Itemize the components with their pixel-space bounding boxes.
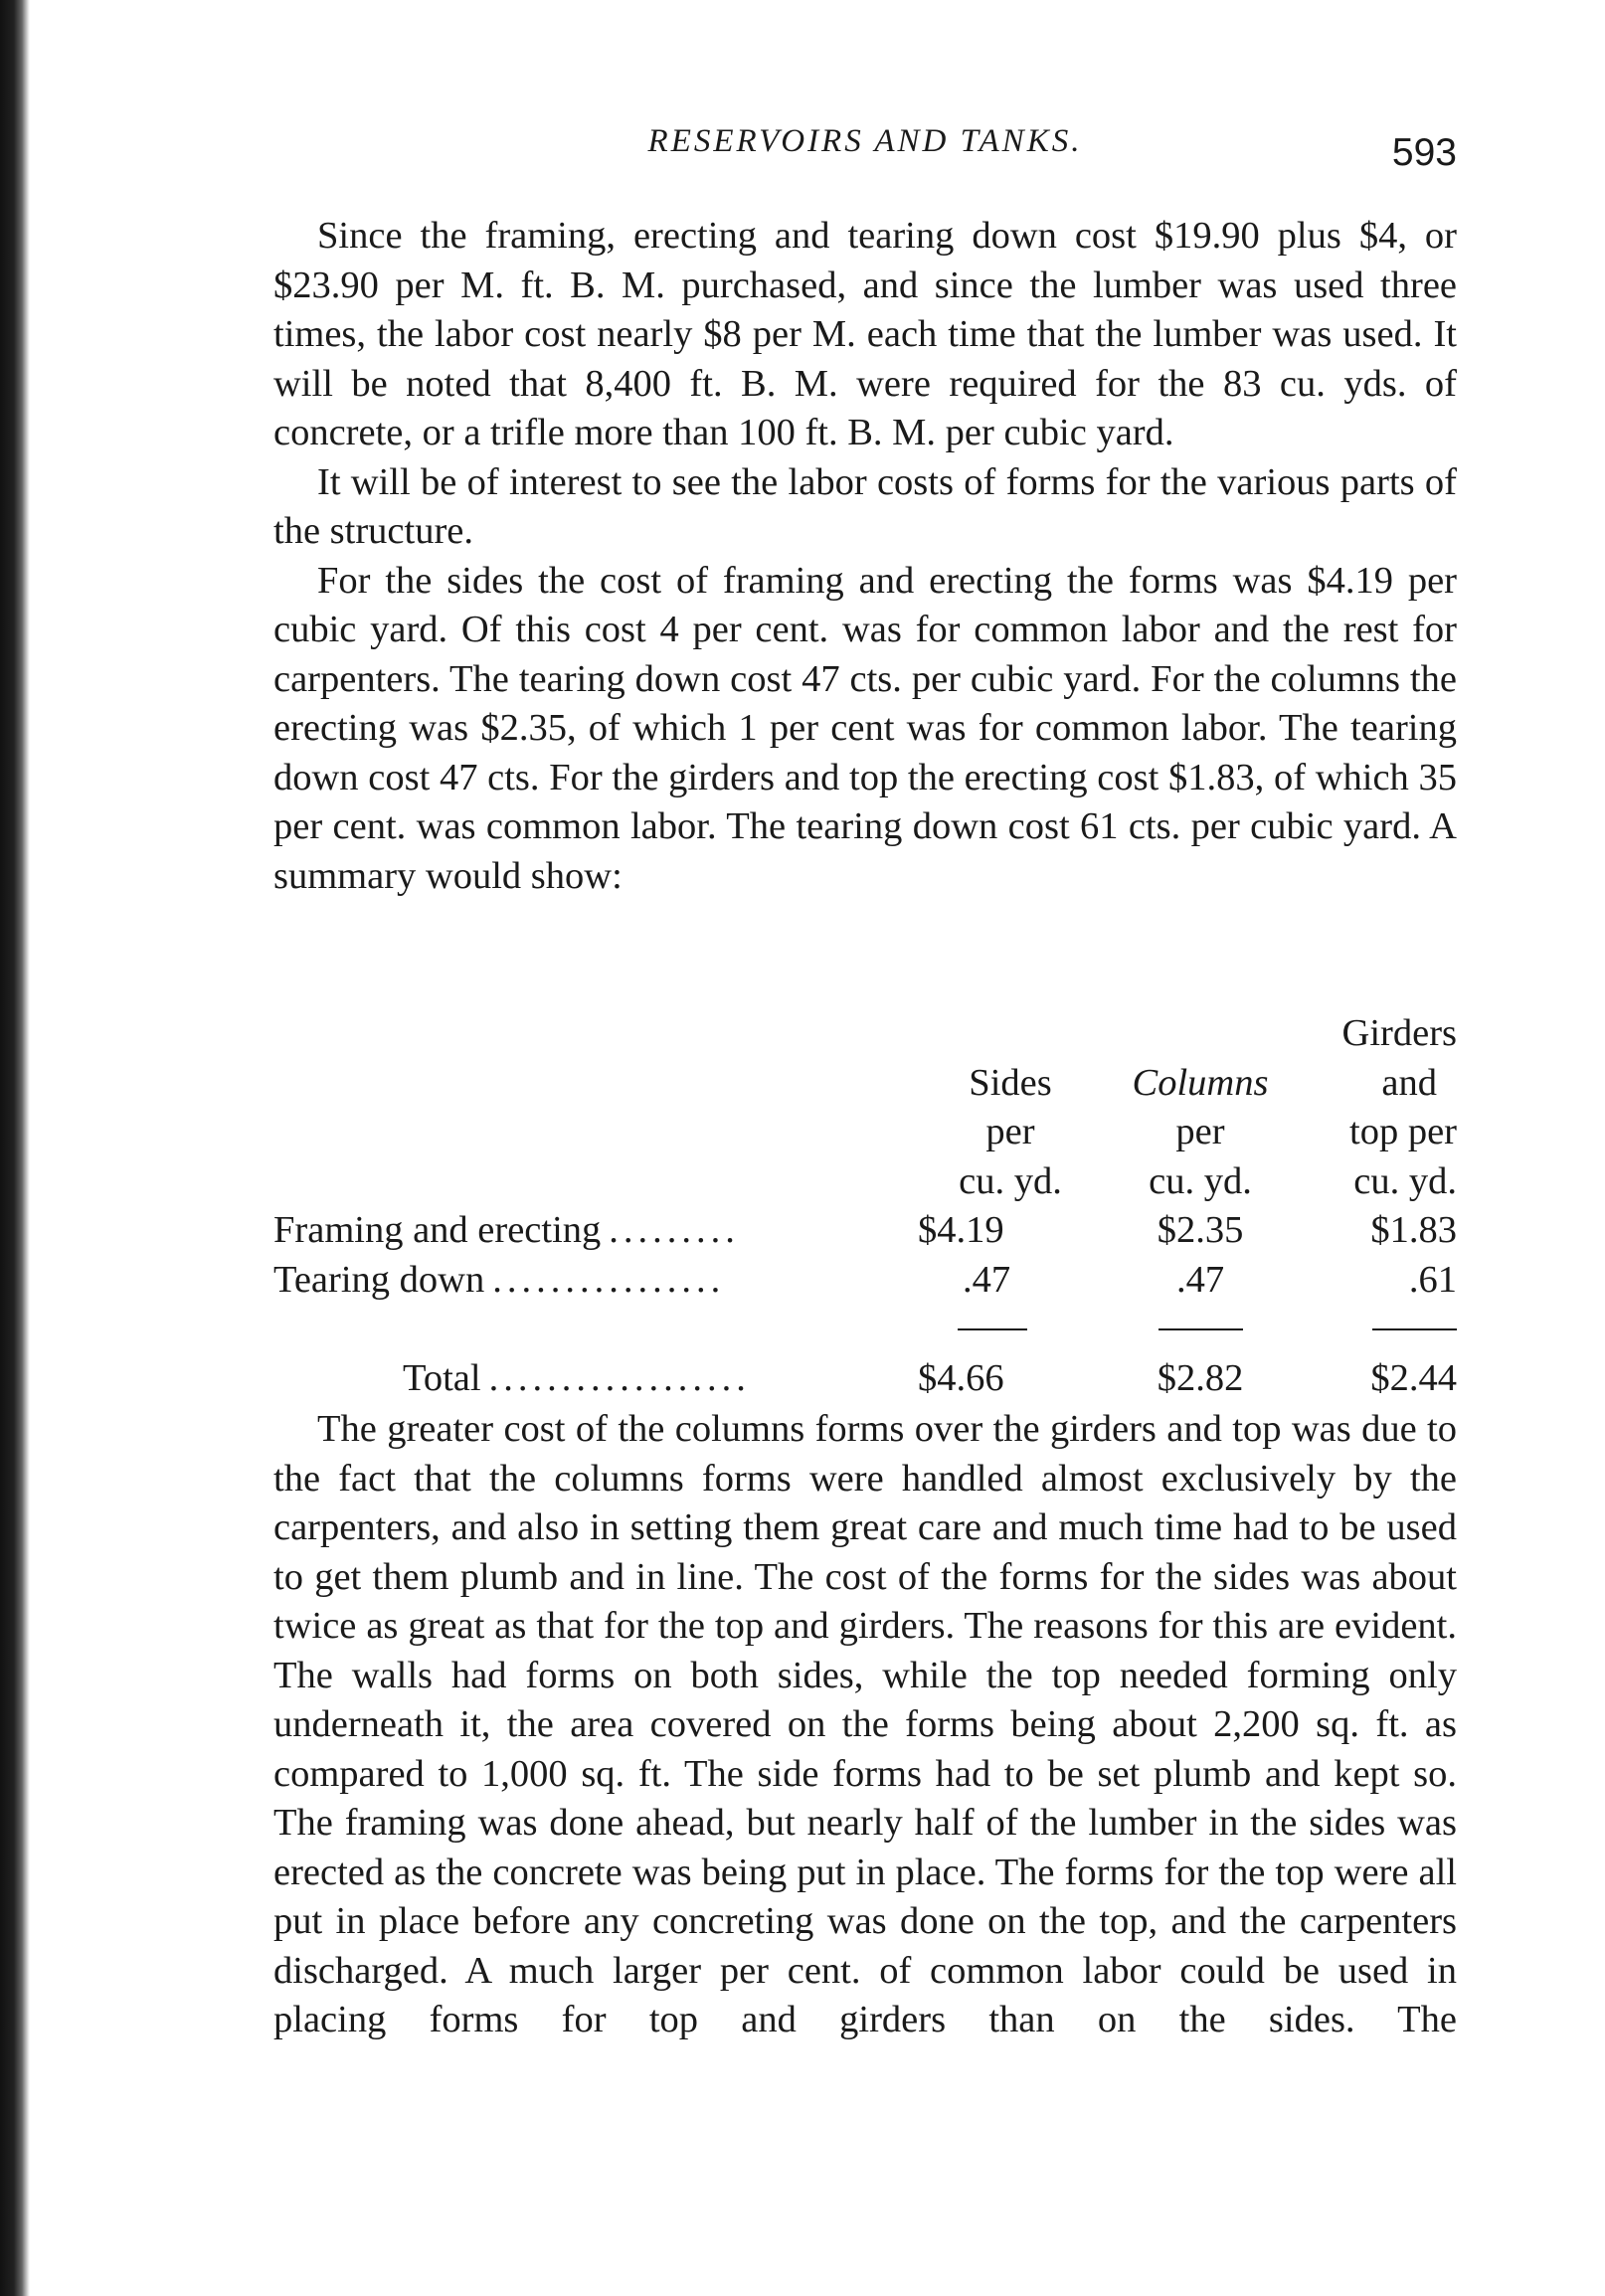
- paragraph-4: The greater cost of the columns forms over the girders and top was due to the fact that the columns forms were handled almost exclusively by the carpenters, and also in setting them great care and much time had to be used to get them plumb and in line. The cost of the forms for the sides was about twice as great as that for the top and girders. The reasons for this are evident. The walls had forms on both sides, while the top needed forming only underneath it, the area covered on the forms being about 2,200 sq. ft. as compared to 1,000 sq. ft. The side forms had to be set plumb and kept so. The framing was done ahead, but nearly half of the lumber in the sides was erected as the concrete was being put in place. The forms for the top were all put in place before any concreting was done on the top, and the carpenters discharged. A much larger per cent. of common labor could be used in placing forms for top and girders than on the sides. The: [273, 1408, 1457, 2040]
- paragraph-2: It will be of interest to see the labor costs of forms for the various parts of the structure.: [273, 460, 1457, 552]
- header-sides-line-2: per: [985, 1111, 1035, 1152]
- body-text: [273, 212, 1457, 901]
- header-girders-line-2: and: [1381, 1061, 1437, 1104]
- total-rules: [273, 1305, 1457, 1354]
- row-label: Framing and erecting: [273, 1209, 602, 1251]
- row-label: Tearing down: [273, 1258, 485, 1301]
- paragraph-1: Since the framing, erecting and tearing down cost $19.90 plus $4, or $23.90 per M. ft. B. M. purchased, and since the lumber was used three times, the labor cost nearly $8 per M. each time that the lumber was used. It will be noted that 8,400 ft. B. M. were required for the 83 cu. yds. of concrete, or a trifle more than 100 ft. B. M. per cubic yard.: [273, 215, 1457, 453]
- dot-leader: ..................: [488, 1356, 751, 1399]
- total-girders: $2.44: [1370, 1356, 1457, 1399]
- table-row: [273, 1206, 1457, 1256]
- table-header-row: [273, 1059, 1457, 1109]
- page-header: [273, 117, 1457, 177]
- total-label: Total: [403, 1356, 481, 1399]
- cell-columns: $2.35: [1157, 1209, 1244, 1251]
- cell-girders: .61: [1408, 1258, 1457, 1301]
- cell-sides: $4.19: [918, 1209, 1004, 1251]
- total-sides: $4.66: [918, 1356, 1004, 1399]
- dot-leader: ................: [492, 1258, 726, 1301]
- header-columns-line-1: Columns: [1132, 1061, 1269, 1104]
- total-columns: $2.82: [1157, 1356, 1244, 1399]
- table-row: [273, 1256, 1457, 1306]
- header-sides-line-3: cu. yd.: [959, 1159, 1062, 1202]
- header-girders-line-1: Girders: [1341, 1012, 1457, 1054]
- header-columns-line-2: per: [1175, 1111, 1225, 1152]
- table-header-row: [273, 1157, 1457, 1207]
- table-header-row: [273, 1108, 1457, 1157]
- page-number: 593: [1391, 131, 1457, 174]
- closing-text: [273, 1405, 1457, 2045]
- sum-rule-columns: [1159, 1328, 1243, 1330]
- header-girders-line-4: cu. yd.: [1353, 1159, 1457, 1202]
- cell-columns: .47: [1175, 1258, 1225, 1301]
- running-head: RESERVOIRS AND TANKS.: [647, 123, 1083, 159]
- header-columns-line-3: cu. yd.: [1149, 1159, 1252, 1202]
- cell-sides: .47: [963, 1258, 1011, 1301]
- dot-leader: .........: [609, 1209, 740, 1251]
- paragraph-3: For the sides the cost of framing and erecting the forms was $4.19 per cubic yard. Of this cost 4 per cent. was for common labor and the rest for carpenters. The tearing down cost 47 cts. per cubic yard. For the columns the erecting was $2.35, of which 1 per cent was for common labor. The tearing down cost 47 cts. For the girders and top the erecting cost $1.83, of which 35 per cent. was common labor. The tearing down cost 61 cts. per cubic yard. A summary would show:: [273, 559, 1457, 897]
- cell-girders: $1.83: [1370, 1209, 1457, 1251]
- header-girders-line-3: top per: [1349, 1111, 1457, 1152]
- sum-rule-girders: [1372, 1328, 1457, 1330]
- summary-table: [273, 1009, 1457, 1403]
- table-total-row: [273, 1354, 1457, 1404]
- page-binding-edge: [0, 0, 30, 2296]
- header-sides-line-1: Sides: [969, 1061, 1052, 1104]
- table-header-row: [273, 1009, 1457, 1059]
- sum-rule-sides: [958, 1328, 1027, 1330]
